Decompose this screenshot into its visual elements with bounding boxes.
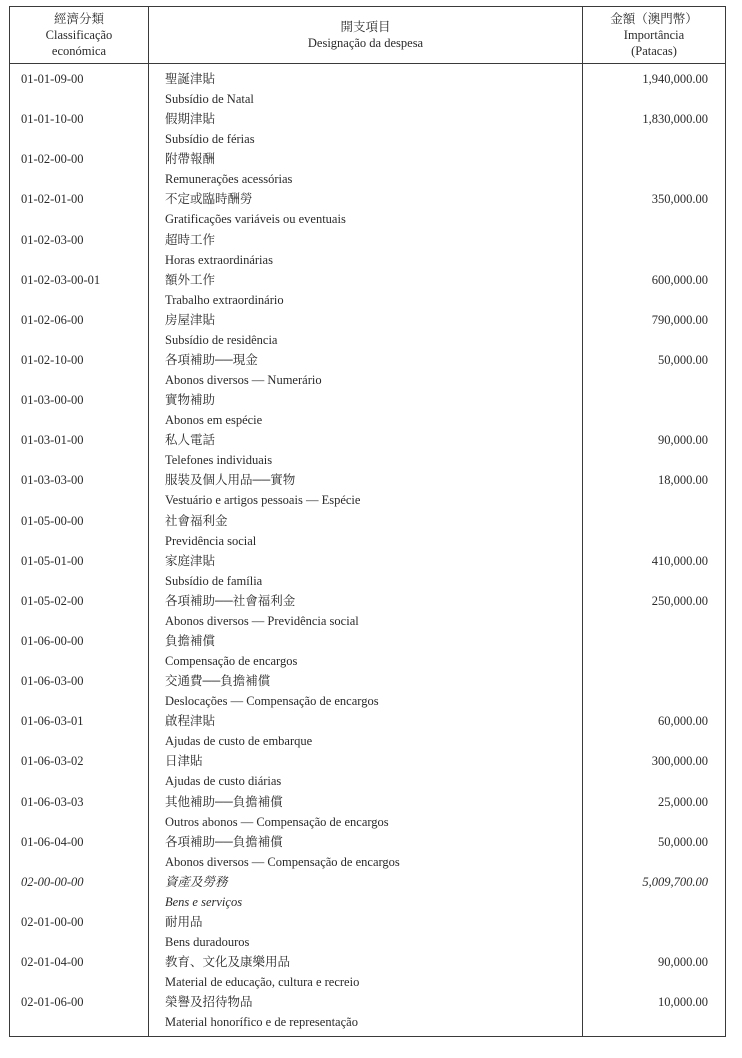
header-divider	[10, 63, 725, 64]
row-designation-pt: Telefones individuais	[165, 453, 273, 468]
row-amount: 410,000.00	[651, 553, 708, 568]
row-code: 01-03-01-00	[21, 433, 84, 448]
row-designation-zh: 不定或臨時酬勞	[165, 192, 253, 207]
row-designation-pt: Bens e serviços	[165, 894, 243, 909]
table-row	[10, 230, 725, 270]
row-code: 01-06-03-00	[21, 674, 84, 689]
row-designation-zh: 各項補助──現金	[165, 352, 258, 367]
row-code: 01-02-03-00-01	[21, 272, 101, 287]
budget-table	[9, 6, 726, 1037]
row-code: 01-06-03-02	[21, 754, 84, 769]
table-row	[10, 631, 725, 671]
row-code: 02-00-00-00	[21, 874, 84, 889]
row-amount: 600,000.00	[651, 272, 708, 287]
row-designation-pt: Remunerações acessórias	[165, 172, 293, 187]
table-row	[10, 149, 725, 189]
table-row	[10, 872, 725, 912]
header-designation-zh: 開支項目	[340, 20, 391, 34]
row-designation-pt: Outros abonos — Compensação de encargos	[165, 814, 389, 829]
row-designation-zh: 房屋津貼	[165, 312, 216, 327]
table-row	[10, 671, 725, 711]
table-row	[10, 832, 725, 872]
row-designation-pt: Compensação de encargos	[165, 653, 298, 668]
row-amount: 60,000.00	[658, 714, 708, 729]
header-amount-pt-line1: Importância	[623, 28, 685, 42]
table-row	[10, 711, 725, 751]
row-designation-pt: Abonos em espécie	[165, 413, 263, 428]
row-code: 01-01-10-00	[21, 112, 84, 127]
row-designation-zh: 私人電話	[165, 433, 216, 448]
row-designation-zh: 附帶報酬	[165, 152, 216, 167]
table-row	[10, 792, 725, 832]
header-classification-pt-line2: económica	[51, 44, 107, 58]
row-designation-pt: Abonos diversos — Numerário	[165, 372, 322, 387]
row-designation-zh: 實物補助	[165, 393, 216, 408]
table-row	[10, 430, 725, 470]
row-designation-pt: Vestuário e artigos pessoais — Espécie	[165, 493, 361, 508]
table-row	[10, 912, 725, 952]
row-amount: 50,000.00	[658, 352, 708, 367]
row-amount: 300,000.00	[651, 754, 708, 769]
row-designation-zh: 聖誕津貼	[165, 72, 216, 86]
header-amount-zh: 金額（澳門幣）	[610, 12, 698, 26]
row-code: 01-06-04-00	[21, 834, 84, 849]
row-designation-zh: 日津貼	[165, 754, 203, 769]
row-designation-zh: 各項補助──社會福利金	[165, 593, 296, 608]
row-designation-zh: 假期津貼	[165, 112, 216, 127]
row-designation-pt: Horas extraordinárias	[165, 252, 273, 267]
table-row	[10, 310, 725, 350]
row-amount: 1,940,000.00	[642, 72, 708, 86]
table-row	[10, 551, 725, 591]
table-row	[10, 511, 725, 551]
table-row	[10, 591, 725, 631]
row-designation-zh: 社會福利金	[165, 513, 228, 528]
row-designation-pt: Ajudas de custo diárias	[165, 774, 282, 789]
row-amount: 25,000.00	[658, 794, 708, 809]
row-designation-pt: Subsídio de família	[165, 573, 263, 588]
row-amount: 5,009,700.00	[642, 874, 708, 889]
table-body	[10, 69, 725, 1032]
row-code: 01-05-01-00	[21, 553, 84, 568]
row-designation-zh: 其他補助──負擔補償	[165, 794, 283, 809]
row-designation-zh: 服裝及個人用品──實物	[165, 473, 296, 488]
row-code: 01-02-03-00	[21, 232, 84, 247]
table-row	[10, 992, 725, 1032]
row-amount: 350,000.00	[651, 192, 708, 207]
row-designation-pt: Abonos diversos — Compensação de encargos	[165, 854, 400, 869]
header-designation-pt: Designação da despesa	[307, 36, 424, 50]
row-designation-zh: 交通費──負擔補償	[165, 674, 271, 689]
row-designation-pt: Subsídio de férias	[165, 132, 255, 147]
row-designation-pt: Subsídio de residência	[165, 332, 278, 347]
row-designation-pt: Abonos diversos — Previdência social	[165, 613, 359, 628]
row-designation-zh: 超時工作	[165, 232, 216, 247]
row-designation-zh: 資產及勞務	[165, 874, 228, 889]
row-designation-pt: Gratificações variáveis ou eventuais	[165, 212, 346, 227]
row-code: 01-06-03-01	[21, 714, 84, 729]
row-amount: 90,000.00	[658, 433, 708, 448]
row-designation-pt: Bens duradouros	[165, 934, 250, 949]
header-amount	[583, 7, 725, 63]
row-designation-pt: Previdência social	[165, 533, 257, 548]
row-amount: 1,830,000.00	[642, 112, 708, 127]
row-designation-zh: 教育、文化及康樂用品	[165, 955, 291, 970]
row-code: 02-01-06-00	[21, 995, 84, 1010]
table-row	[10, 952, 725, 992]
row-code: 01-02-10-00	[21, 352, 84, 367]
row-designation-pt: Deslocações — Compensação de encargos	[165, 694, 379, 709]
row-code: 02-01-00-00	[21, 914, 84, 929]
header-classification	[10, 7, 148, 63]
header-amount-pt-line2: (Patacas)	[631, 44, 677, 58]
table-row	[10, 189, 725, 229]
row-designation-pt: Ajudas de custo de embarque	[165, 734, 313, 749]
row-amount: 90,000.00	[658, 955, 708, 970]
row-designation-pt: Trabalho extraordinário	[165, 292, 284, 307]
row-designation-pt: Subsídio de Natal	[165, 92, 254, 106]
table-row	[10, 751, 725, 791]
row-code: 01-03-00-00	[21, 393, 84, 408]
row-amount: 790,000.00	[651, 312, 708, 327]
table-row	[10, 270, 725, 310]
row-designation-zh: 榮譽及招待物品	[165, 995, 253, 1010]
table-row	[10, 109, 725, 149]
row-amount: 18,000.00	[658, 473, 708, 488]
row-code: 01-01-09-00	[21, 72, 84, 86]
row-designation-zh: 家庭津貼	[165, 553, 216, 568]
row-code: 02-01-04-00	[21, 955, 84, 970]
row-amount: 250,000.00	[651, 593, 708, 608]
row-code: 01-03-03-00	[21, 473, 84, 488]
row-designation-zh: 負擔補償	[165, 633, 216, 648]
row-designation-zh: 各項補助──負擔補償	[165, 834, 283, 849]
table-row	[10, 470, 725, 510]
row-code: 01-02-01-00	[21, 192, 84, 207]
row-designation-zh: 額外工作	[165, 272, 216, 287]
header-designation	[149, 7, 582, 63]
row-code: 01-02-06-00	[21, 312, 84, 327]
row-designation-pt: Material honorífico e de representação	[165, 1015, 358, 1030]
table-row	[10, 69, 725, 109]
row-code: 01-02-00-00	[21, 152, 84, 167]
row-designation-zh: 耐用品	[165, 914, 203, 929]
row-designation-pt: Material de educação, cultura e recreio	[165, 975, 360, 990]
header-classification-zh: 經濟分類	[53, 12, 104, 26]
table-row	[10, 390, 725, 430]
row-amount: 10,000.00	[658, 995, 708, 1010]
row-code: 01-05-00-00	[21, 513, 84, 528]
row-code: 01-06-00-00	[21, 633, 84, 648]
row-code: 01-05-02-00	[21, 593, 84, 608]
table-row	[10, 350, 725, 390]
header-classification-pt-line1: Classificação	[45, 28, 113, 42]
row-code: 01-06-03-03	[21, 794, 84, 809]
row-amount: 50,000.00	[658, 834, 708, 849]
row-designation-zh: 啟程津貼	[165, 714, 216, 729]
